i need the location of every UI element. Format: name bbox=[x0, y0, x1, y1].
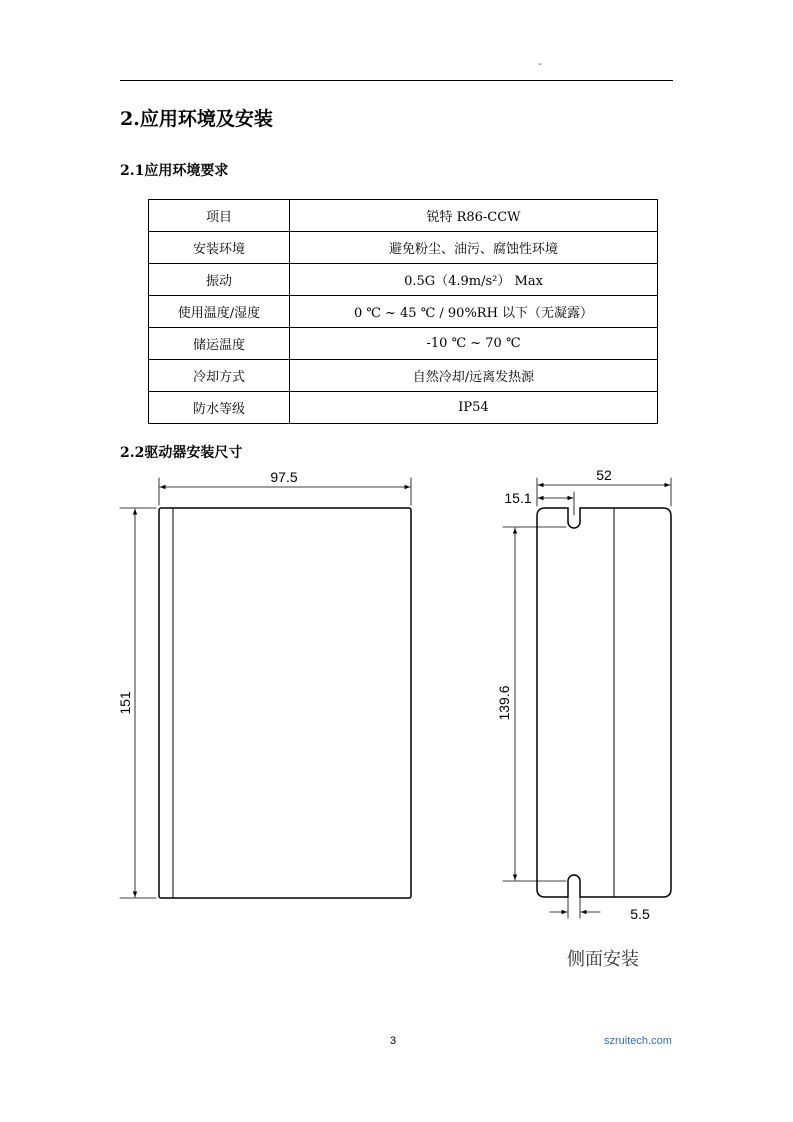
table-value: 避免粉尘、油污、腐蚀性环境 bbox=[290, 232, 658, 264]
front-view bbox=[120, 478, 411, 898]
table-value: -10 ℃ ~ 70 ℃ bbox=[290, 328, 658, 360]
table-value: 自然冷却/远离发热源 bbox=[290, 360, 658, 392]
table-value: IP54 bbox=[290, 392, 658, 424]
table-value: 0 ℃ ~ 45 ℃ / 90%RH 以下（无凝露） bbox=[290, 296, 658, 328]
table-key: 项目 bbox=[149, 200, 290, 232]
dim-slot-offset: 15.1 bbox=[504, 490, 532, 506]
table-key: 储运温度 bbox=[149, 328, 290, 360]
install-heading: 2.2驱动器安装尺寸 bbox=[120, 445, 243, 461]
dim-slot-width: 5.5 bbox=[630, 906, 650, 922]
footer-website: szruitech.com bbox=[604, 1035, 672, 1047]
table-key: 冷却方式 bbox=[149, 360, 290, 392]
table-key: 防水等级 bbox=[149, 392, 290, 424]
dim-front-width: 97.5 bbox=[270, 469, 298, 485]
page-number: 3 bbox=[390, 1035, 397, 1047]
side-body-outline bbox=[537, 508, 671, 897]
table-key: 振动 bbox=[149, 264, 290, 296]
dim-hole-spacing: 139.6 bbox=[496, 685, 512, 721]
side-caption: 侧面安装 bbox=[567, 949, 639, 969]
side-view bbox=[503, 478, 671, 918]
table-key: 安装环境 bbox=[149, 232, 290, 264]
header-mark: - bbox=[538, 58, 542, 70]
dim-side-width: 52 bbox=[596, 467, 612, 483]
front-body-outline bbox=[159, 508, 411, 898]
section-title: 2.应用环境及安装 bbox=[120, 108, 273, 130]
table-key: 使用温度/湿度 bbox=[149, 296, 290, 328]
table-value: 0.5G（4.9m/s²） Max bbox=[290, 264, 658, 296]
dim-front-height: 151 bbox=[117, 691, 133, 715]
table-value: 锐特 R86-CCW bbox=[290, 200, 658, 232]
env-heading: 2.1应用环境要求 bbox=[120, 163, 229, 179]
